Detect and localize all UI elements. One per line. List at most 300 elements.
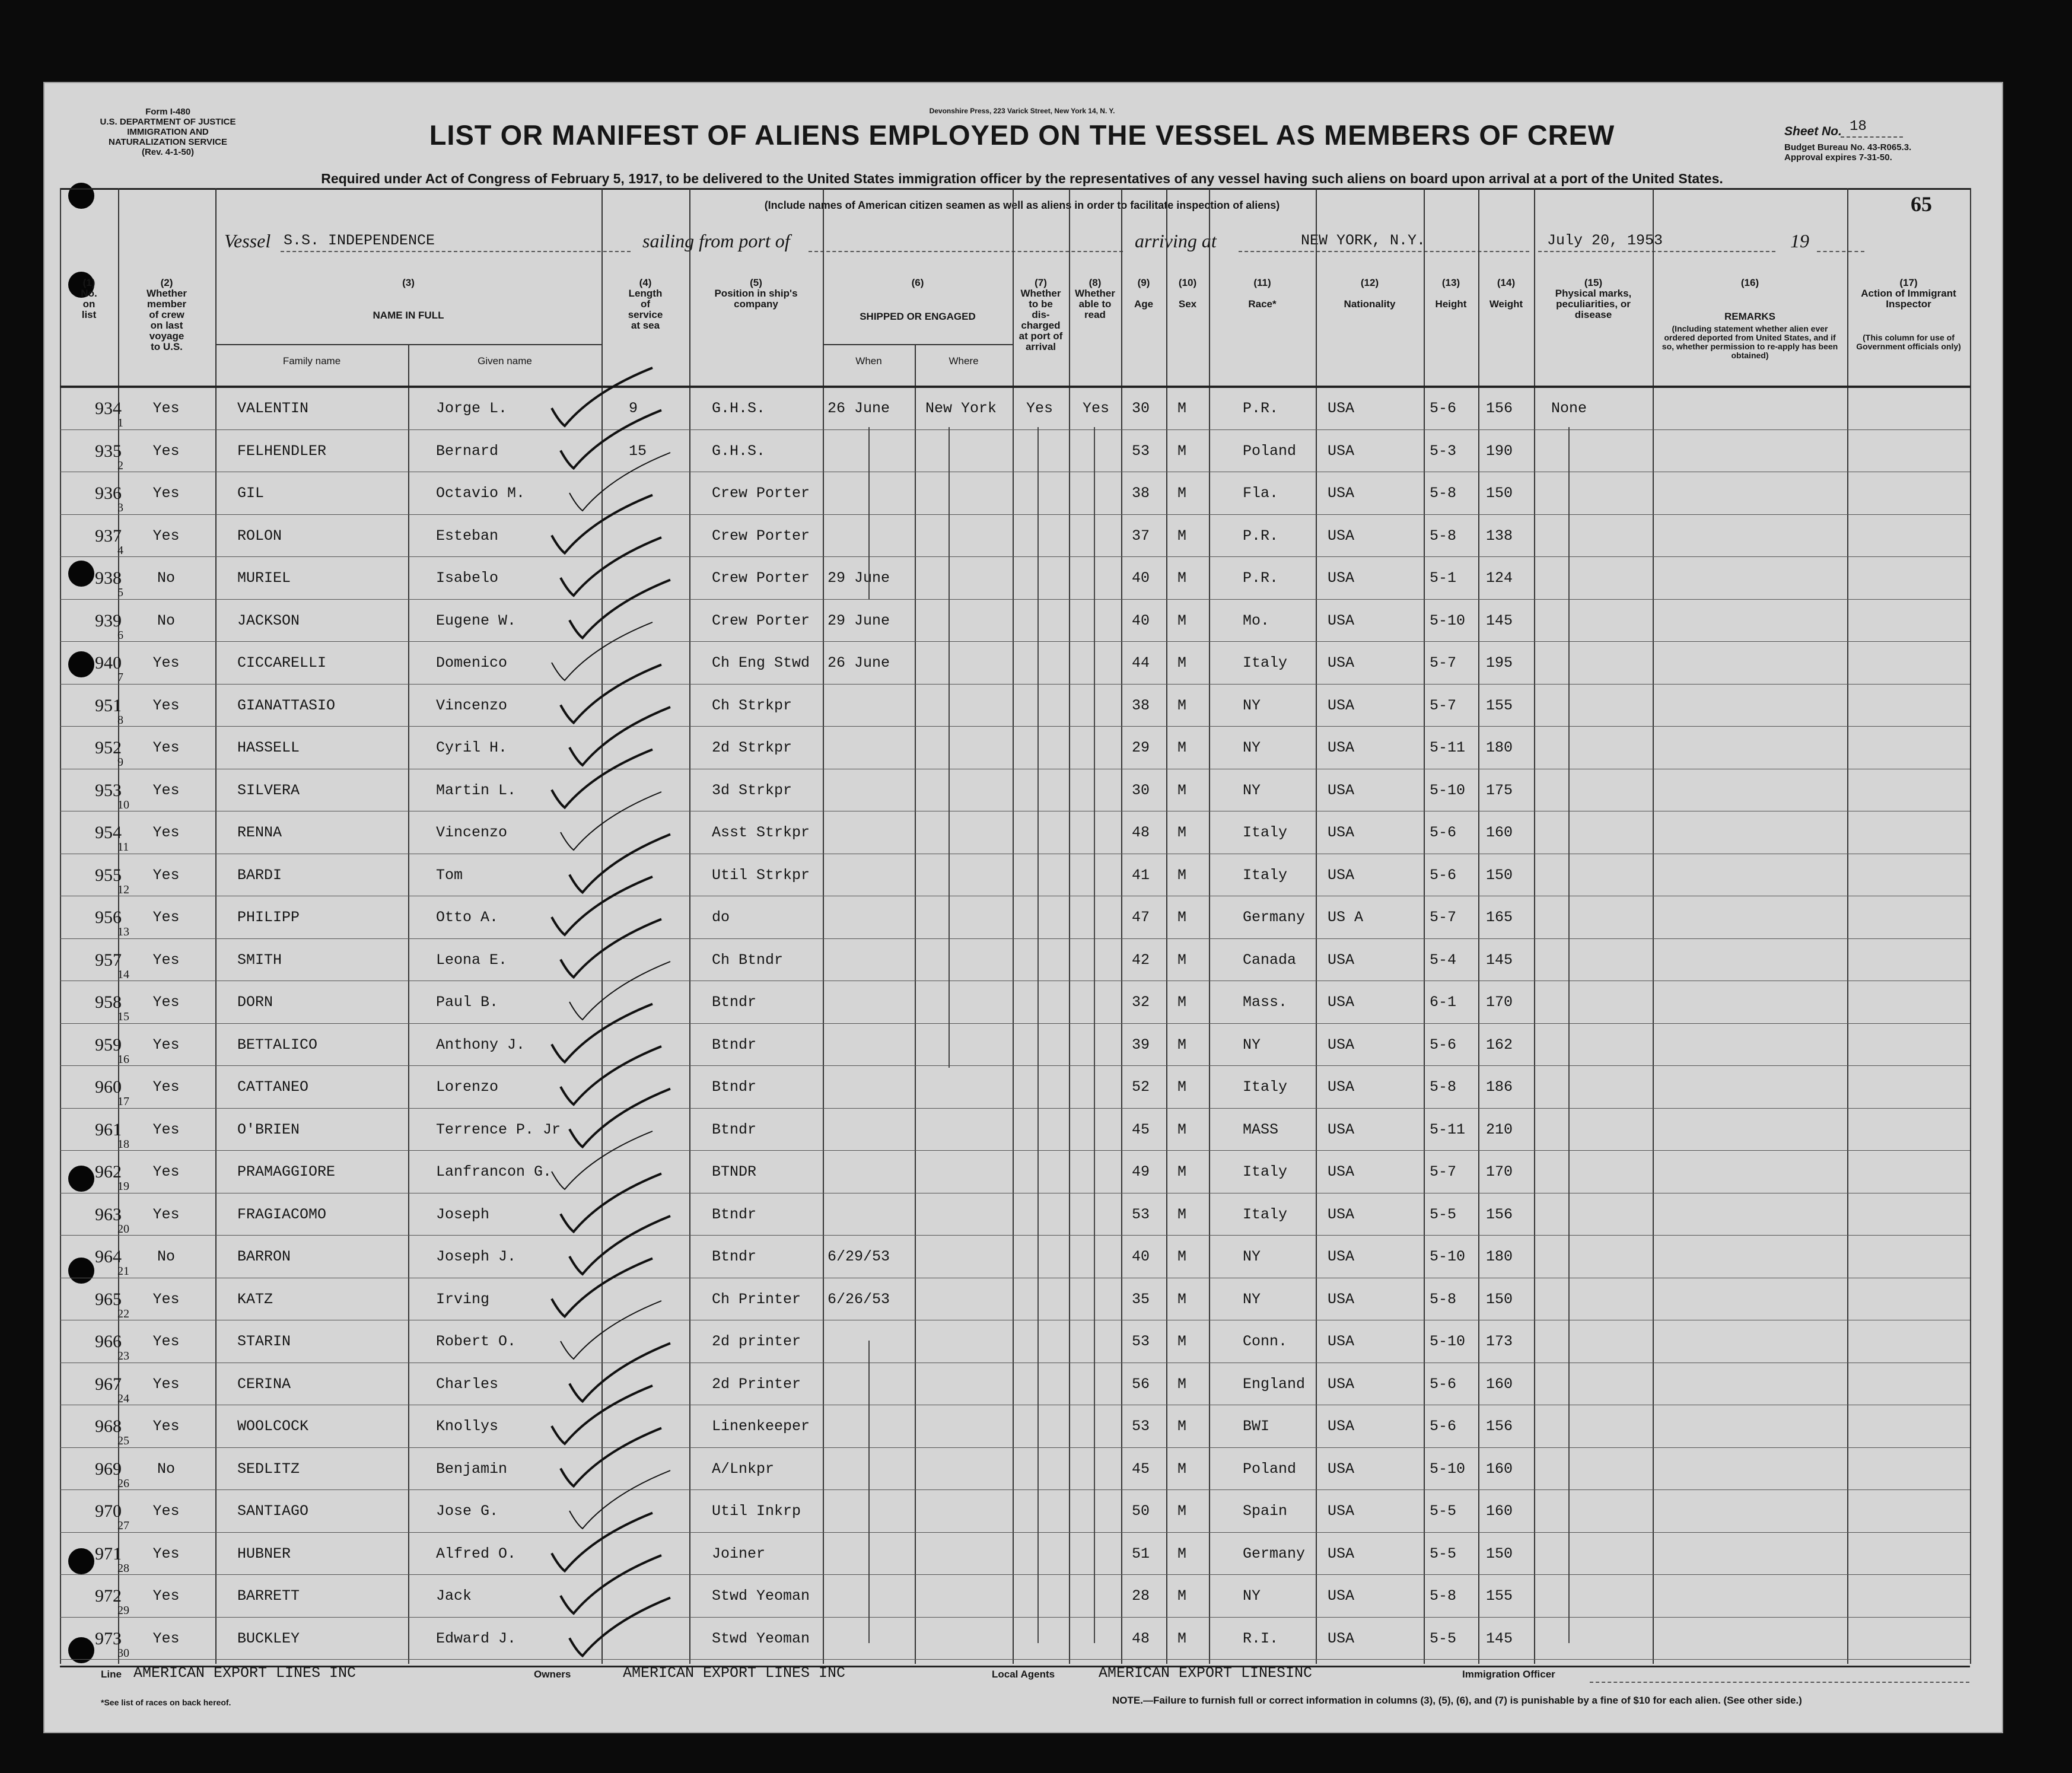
cell-family: BETTALICO <box>237 1036 318 1053</box>
cell-family: O'BRIEN <box>237 1121 300 1138</box>
printer-imprint: Devonshire Press, 223 Varick Street, New York 14, N. Y. <box>929 107 1115 115</box>
cell-family: BARRETT <box>237 1587 300 1605</box>
cell-position: Crew Porter <box>712 527 810 545</box>
list-number: 940 <box>95 653 122 673</box>
cell-prev: No <box>157 612 175 629</box>
footer-owners-value: AMERICAN EXPORT LINES INC <box>623 1664 846 1682</box>
cell-family: SANTIAGO <box>237 1503 309 1520</box>
cell-prev: Yes <box>152 1205 180 1223</box>
cell-age: 48 <box>1132 824 1150 841</box>
check-mark <box>552 1259 653 1317</box>
cell-nationality: USA <box>1328 1290 1355 1308</box>
cell-sex: M <box>1177 1418 1187 1435</box>
cell-weight: 138 <box>1486 527 1513 545</box>
cell-prev: Yes <box>152 994 180 1011</box>
header-col15: (15) Physical marks, peculiarities, or disease <box>1555 277 1632 320</box>
check-mark <box>561 919 661 978</box>
cell-prev: Yes <box>152 1290 180 1308</box>
row-sequence-number: 24 <box>117 1392 129 1405</box>
cell-sex: M <box>1177 1629 1187 1647</box>
cell-family: GIL <box>237 485 265 502</box>
cell-age: 40 <box>1132 569 1150 587</box>
cell-height: 5-7 <box>1430 654 1457 671</box>
row-sequence-number: 17 <box>117 1095 129 1108</box>
cell-given: Lanfrancon G. <box>436 1163 552 1180</box>
cell-family: CERINA <box>237 1375 291 1393</box>
cell-family: SMITH <box>237 951 282 969</box>
cell-weight: 160 <box>1486 1375 1513 1393</box>
list-number: 965 <box>95 1289 122 1309</box>
cell-family: SILVERA <box>237 781 300 799</box>
cell-position: 2d printer <box>712 1333 801 1350</box>
cell-height: 5-8 <box>1430 527 1457 545</box>
cell-age: 48 <box>1132 1629 1150 1647</box>
cell-age: 29 <box>1132 739 1150 756</box>
cell-given: Anthony J. <box>436 1036 526 1053</box>
cell-sex: M <box>1177 1205 1187 1223</box>
list-number: 937 <box>95 526 122 546</box>
cell-family: CICCARELLI <box>237 654 327 671</box>
cell-position: do <box>712 909 730 926</box>
cell-height: 5-5 <box>1430 1629 1457 1647</box>
cell-prev: Yes <box>152 1418 180 1435</box>
cell-family: STARIN <box>237 1333 291 1350</box>
cell-weight: 170 <box>1486 1163 1513 1180</box>
cell-age: 40 <box>1132 1248 1150 1265</box>
cell-nationality: USA <box>1328 1418 1355 1435</box>
list-number: 962 <box>95 1162 122 1182</box>
list-number: 936 <box>95 483 122 503</box>
cell-given: Bernard <box>436 442 499 460</box>
row-sequence-number: 15 <box>117 1010 129 1023</box>
cell-sex: M <box>1177 1587 1187 1605</box>
cell-family: JACKSON <box>237 612 300 629</box>
cell-when: 26 June <box>827 400 890 417</box>
cell-height: 5-6 <box>1430 824 1457 841</box>
cell-height: 5-6 <box>1430 400 1457 417</box>
races-note: *See list of races on back hereof. <box>101 1698 231 1707</box>
cell-height: 5-11 <box>1430 1121 1466 1138</box>
cell-weight: 173 <box>1486 1333 1513 1350</box>
list-number: 964 <box>95 1247 122 1266</box>
cell-race: Canada <box>1243 951 1297 969</box>
list-number: 961 <box>95 1119 122 1139</box>
cell-prev: Yes <box>152 739 180 756</box>
cell-weight: 190 <box>1486 442 1513 460</box>
cell-age: 45 <box>1132 1121 1150 1138</box>
cell-where: New York <box>925 400 997 417</box>
cell-height: 5-8 <box>1430 1078 1457 1096</box>
cell-prev: Yes <box>152 1503 180 1520</box>
cell-given: Leona E. <box>436 951 508 969</box>
cell-prev: Yes <box>152 951 180 969</box>
list-number: 971 <box>95 1543 122 1564</box>
cell-nationality: USA <box>1328 739 1355 756</box>
cell-family: SEDLITZ <box>237 1460 300 1478</box>
check-mark <box>561 1174 661 1232</box>
cell-height: 5-11 <box>1430 739 1466 756</box>
check-mark <box>552 368 653 426</box>
cell-race: Italy <box>1243 654 1288 671</box>
header-name-in-full: NAME IN FULL <box>373 310 444 321</box>
cell-given: Joseph J. <box>436 1248 517 1265</box>
cell-weight: 150 <box>1486 866 1513 884</box>
cell-nationality: USA <box>1328 994 1355 1011</box>
check-mark <box>569 835 670 893</box>
cell-prev: Yes <box>152 442 180 460</box>
list-number: 968 <box>95 1417 122 1436</box>
cell-sex: M <box>1177 1290 1187 1308</box>
check-mark <box>569 580 670 638</box>
cell-when: 29 June <box>827 569 890 587</box>
check-mark <box>561 1428 661 1486</box>
cell-nationality: USA <box>1328 1503 1355 1520</box>
cell-age: 39 <box>1132 1036 1150 1053</box>
cell-sex: M <box>1177 1333 1187 1350</box>
cell-sex: M <box>1177 696 1187 714</box>
check-mark <box>569 962 670 1020</box>
cell-sex: M <box>1177 612 1187 629</box>
cell-prev: Yes <box>152 1121 180 1138</box>
cell-weight: 150 <box>1486 1545 1513 1562</box>
row-sequence-number: 19 <box>117 1180 129 1193</box>
header-col16: REMARKS <box>1724 311 1775 322</box>
cell-age: 52 <box>1132 1078 1150 1096</box>
cell-given: Terrence P. Jr <box>436 1121 561 1138</box>
cell-given: Vincenzo <box>436 824 508 841</box>
list-number: 938 <box>95 568 122 588</box>
cell-sex: M <box>1177 739 1187 756</box>
cell-position: Crew Porter <box>712 485 810 502</box>
cell-given: Tom <box>436 866 463 884</box>
list-number: 957 <box>95 950 122 970</box>
cell-given: Benjamin <box>436 1460 508 1478</box>
cell-sex: M <box>1177 1503 1187 1520</box>
cell-prev: Yes <box>152 1163 180 1180</box>
check-mark <box>561 410 661 469</box>
form-id: Form I-480 U.S. DEPARTMENT OF JUSTICE IMMIGRATION AND NATURALIZATION SERVICE (Rev. 4-1-50) <box>100 107 236 157</box>
cell-age: 45 <box>1132 1460 1150 1478</box>
cell-race: NY <box>1243 1290 1261 1308</box>
cell-family: BUCKLEY <box>237 1629 300 1647</box>
cell-nationality: USA <box>1328 1078 1355 1096</box>
cell-nationality: USA <box>1328 569 1355 587</box>
header-col17: (17) Action of Immigrant Inspector <box>1861 277 1956 310</box>
cell-sex: M <box>1177 866 1187 884</box>
header-col14: (14) Weight <box>1489 277 1523 310</box>
cell-family: CATTANEO <box>237 1078 309 1096</box>
cell-nationality: US A <box>1328 909 1364 926</box>
cell-race: Italy <box>1243 1205 1288 1223</box>
check-mark <box>552 1513 653 1571</box>
cell-age: 41 <box>1132 866 1150 884</box>
cell-position: Linenkeeper <box>712 1418 810 1435</box>
row-sequence-number: 7 <box>117 671 123 684</box>
cell-race: Poland <box>1243 1460 1297 1478</box>
cell-race: P.R. <box>1243 569 1279 587</box>
cell-nationality: USA <box>1328 1333 1355 1350</box>
cell-prev: Yes <box>152 909 180 926</box>
cell-height: 5-6 <box>1430 866 1457 884</box>
sheet-number: 18 <box>1850 119 1867 135</box>
cell-height: 5-10 <box>1430 781 1466 799</box>
list-number: 959 <box>95 1034 122 1055</box>
check-mark <box>569 453 670 511</box>
cell-race: Italy <box>1243 824 1288 841</box>
cell-height: 5-5 <box>1430 1205 1457 1223</box>
cell-race: Poland <box>1243 442 1297 460</box>
cell-height: 5-5 <box>1430 1503 1457 1520</box>
cell-height: 6-1 <box>1430 994 1457 1011</box>
cell-sex: M <box>1177 909 1187 926</box>
cell-age: 35 <box>1132 1290 1150 1308</box>
cell-height: 5-5 <box>1430 1545 1457 1562</box>
cell-prev: Yes <box>152 696 180 714</box>
row-sequence-number: 28 <box>117 1561 129 1575</box>
cell-weight: 145 <box>1486 612 1513 629</box>
list-number: 951 <box>95 695 122 715</box>
cell-height: 5-7 <box>1430 696 1457 714</box>
cell-race: NY <box>1243 696 1261 714</box>
cell-height: 5-10 <box>1430 1248 1466 1265</box>
cell-family: DORN <box>237 994 273 1011</box>
check-mark <box>561 792 661 850</box>
cell-position: Stwd Yeoman <box>712 1629 810 1647</box>
row-sequence-number: 3 <box>117 501 123 514</box>
cell-height: 5-7 <box>1430 1163 1457 1180</box>
cell-prev: Yes <box>152 400 180 417</box>
cell-age: 32 <box>1132 994 1150 1011</box>
cell-height: 5-6 <box>1430 1036 1457 1053</box>
cell-height: 5-6 <box>1430 1418 1457 1435</box>
header-col6: (6) <box>911 277 924 288</box>
cell-family: FELHENDLER <box>237 442 327 460</box>
cell-weight: 162 <box>1486 1036 1513 1053</box>
cell-given: Edward J. <box>436 1629 517 1647</box>
cell-sex: M <box>1177 951 1187 969</box>
cell-age: 44 <box>1132 654 1150 671</box>
cell-weight: 170 <box>1486 994 1513 1011</box>
cell-position: Joiner <box>712 1545 766 1562</box>
cell-height: 5-4 <box>1430 951 1457 969</box>
page-number: 65 <box>1911 192 1932 216</box>
row-sequence-number: 1 <box>117 416 123 429</box>
cell-when: 29 June <box>827 612 890 629</box>
cell-height: 5-10 <box>1430 1333 1466 1350</box>
check-mark <box>561 1555 661 1613</box>
cell-weight: 180 <box>1486 1248 1513 1265</box>
vessel-name: S.S. INDEPENDENCE <box>284 232 435 249</box>
cell-sex: M <box>1177 527 1187 545</box>
cell-position: Util Strkpr <box>712 866 810 884</box>
cell-weight: 156 <box>1486 1418 1513 1435</box>
cell-given: Octavio M. <box>436 485 526 502</box>
cell-race: Mass. <box>1243 994 1288 1011</box>
cell-position: Btndr <box>712 1205 757 1223</box>
cell-prev: Yes <box>152 1036 180 1053</box>
cell-sex: M <box>1177 1460 1187 1478</box>
list-number: 973 <box>95 1628 122 1648</box>
cell-prev: Yes <box>152 654 180 671</box>
cell-nationality: USA <box>1328 527 1355 545</box>
check-mark <box>552 495 653 553</box>
cell-given: Vincenzo <box>436 696 508 714</box>
cell-given: Jose G. <box>436 1503 499 1520</box>
cell-position: 2d Printer <box>712 1375 801 1393</box>
cell-prev: Yes <box>152 1545 180 1562</box>
cell-race: NY <box>1243 739 1261 756</box>
cell-race: Fla. <box>1243 485 1279 502</box>
list-number: 935 <box>95 441 122 461</box>
header-col17-sub: (This column for use of Government officials only) <box>1856 333 1961 351</box>
cell-position: A/Lnkpr <box>712 1460 775 1478</box>
cell-position: Btndr <box>712 1121 757 1138</box>
cell-family: MURIEL <box>237 569 291 587</box>
check-mark <box>569 1344 670 1402</box>
cell-nationality: USA <box>1328 1036 1355 1053</box>
cell-position: Btndr <box>712 1036 757 1053</box>
row-sequence-number: 13 <box>117 925 129 938</box>
cell-nationality: USA <box>1328 1587 1355 1605</box>
row-sequence-number: 16 <box>117 1052 129 1066</box>
cell-weight: 145 <box>1486 1629 1513 1647</box>
check-mark <box>552 1386 653 1444</box>
cell-position: 3d Strkpr <box>712 781 792 799</box>
cell-prev: Yes <box>152 824 180 841</box>
cell-position: BTNDR <box>712 1163 757 1180</box>
cell-sex: M <box>1177 781 1187 799</box>
footer-owners-label: Owners <box>534 1669 571 1680</box>
cell-position: Ch Strkpr <box>712 696 792 714</box>
list-number: 967 <box>95 1374 122 1394</box>
cell-sex: M <box>1177 1036 1187 1053</box>
cell-read: Yes <box>1083 400 1110 417</box>
cell-weight: 160 <box>1486 824 1513 841</box>
cell-race: R.I. <box>1243 1629 1279 1647</box>
cell-weight: 186 <box>1486 1078 1513 1096</box>
header-given-name: Given name <box>478 355 532 367</box>
cell-nationality: USA <box>1328 485 1355 502</box>
cell-height: 5-8 <box>1430 1290 1457 1308</box>
arriving-port: NEW YORK, N.Y. <box>1301 232 1426 249</box>
check-mark <box>561 1301 661 1359</box>
cell-given: Lorenzo <box>436 1078 499 1096</box>
cell-given: Irving <box>436 1290 490 1308</box>
header-shipped-engaged: SHIPPED OR ENGAGED <box>860 311 976 322</box>
cell-race: Germany <box>1243 1545 1306 1562</box>
cell-given: Joseph <box>436 1205 490 1223</box>
cell-prev: Yes <box>152 1629 180 1647</box>
row-sequence-number: 27 <box>117 1519 129 1532</box>
check-mark <box>569 1089 670 1147</box>
cell-weight: 145 <box>1486 951 1513 969</box>
cell-given: Esteban <box>436 527 499 545</box>
cell-nationality: USA <box>1328 654 1355 671</box>
row-sequence-number: 26 <box>117 1476 129 1490</box>
cell-prev: Yes <box>152 1333 180 1350</box>
row-sequence-number: 22 <box>117 1307 129 1320</box>
cell-prev: No <box>157 1248 175 1265</box>
list-number: 952 <box>95 738 122 757</box>
header-col1: (1) No. on list <box>81 277 97 320</box>
cell-position: Ch Printer <box>712 1290 801 1308</box>
cell-family: PRAMAGGIORE <box>237 1163 336 1180</box>
header-col16-number: (16) <box>1740 277 1759 288</box>
vessel-label: Vessel <box>224 230 271 252</box>
header-col11: (11) Race* <box>1248 277 1277 310</box>
cell-position: Util Inkrp <box>712 1503 801 1520</box>
check-mark <box>561 537 661 596</box>
cell-race: NY <box>1243 1587 1261 1605</box>
list-number: 934 <box>95 399 122 418</box>
cell-weight: 160 <box>1486 1503 1513 1520</box>
cell-height: 5-10 <box>1430 1460 1466 1478</box>
cell-race: P.R. <box>1243 400 1279 417</box>
cell-position: Crew Porter <box>712 569 810 587</box>
cell-age: 38 <box>1132 696 1150 714</box>
cell-given: Jack <box>436 1587 472 1605</box>
cell-position: Asst Strkpr <box>712 824 810 841</box>
cell-service: 9 <box>629 400 638 417</box>
cell-age: 42 <box>1132 951 1150 969</box>
check-mark <box>569 707 670 765</box>
row-sequence-number: 14 <box>117 967 129 981</box>
cell-nationality: USA <box>1328 781 1355 799</box>
header-col3: (3) <box>402 277 415 288</box>
list-number: 969 <box>95 1459 122 1479</box>
header-col2: (2) Whether member of crew on last voyage to U.S. <box>147 277 187 352</box>
footer-line-label: Line <box>101 1669 122 1680</box>
cell-weight: 150 <box>1486 485 1513 502</box>
cell-weight: 165 <box>1486 909 1513 926</box>
page-subtitle: Required under Act of Congress of February 5, 1917, to be delivered to the United States immigration officer by the representatives of any vessel having such aliens on board upon arrival at a port of the United States. <box>321 171 1723 186</box>
cell-prev: No <box>157 1460 175 1478</box>
cell-race: England <box>1243 1375 1306 1393</box>
cell-race: Mo. <box>1243 612 1270 629</box>
cell-sex: M <box>1177 569 1187 587</box>
cell-height: 5-1 <box>1430 569 1457 587</box>
cell-family: GIANATTASIO <box>237 696 336 714</box>
row-sequence-number: 2 <box>117 459 123 472</box>
cell-age: 50 <box>1132 1503 1150 1520</box>
cell-position: Crew Porter <box>712 612 810 629</box>
row-sequence-number: 11 <box>117 841 129 854</box>
cell-sex: M <box>1177 1121 1187 1138</box>
list-number: 953 <box>95 780 122 800</box>
cell-when: 6/29/53 <box>827 1248 890 1265</box>
cell-nationality: USA <box>1328 696 1355 714</box>
row-sequence-number: 18 <box>117 1137 129 1151</box>
cell-weight: 195 <box>1486 654 1513 671</box>
cell-nationality: USA <box>1328 612 1355 629</box>
cell-prev: Yes <box>152 485 180 502</box>
cell-family: WOOLCOCK <box>237 1418 309 1435</box>
cell-height: 5-8 <box>1430 1587 1457 1605</box>
row-sequence-number: 12 <box>117 883 129 896</box>
cell-age: 28 <box>1132 1587 1150 1605</box>
cell-given: Charles <box>436 1375 499 1393</box>
sheet-label: Sheet No. <box>1784 125 1842 138</box>
cell-nationality: USA <box>1328 1629 1355 1647</box>
cell-height: 5-7 <box>1430 909 1457 926</box>
header-col10: (10) Sex <box>1178 277 1197 310</box>
row-sequence-number: 30 <box>117 1646 129 1660</box>
check-mark <box>552 622 653 680</box>
header-col9: (9) Age <box>1134 277 1154 310</box>
cell-race: NY <box>1243 781 1261 799</box>
cell-sex: M <box>1177 1545 1187 1562</box>
cell-age: 51 <box>1132 1545 1150 1562</box>
